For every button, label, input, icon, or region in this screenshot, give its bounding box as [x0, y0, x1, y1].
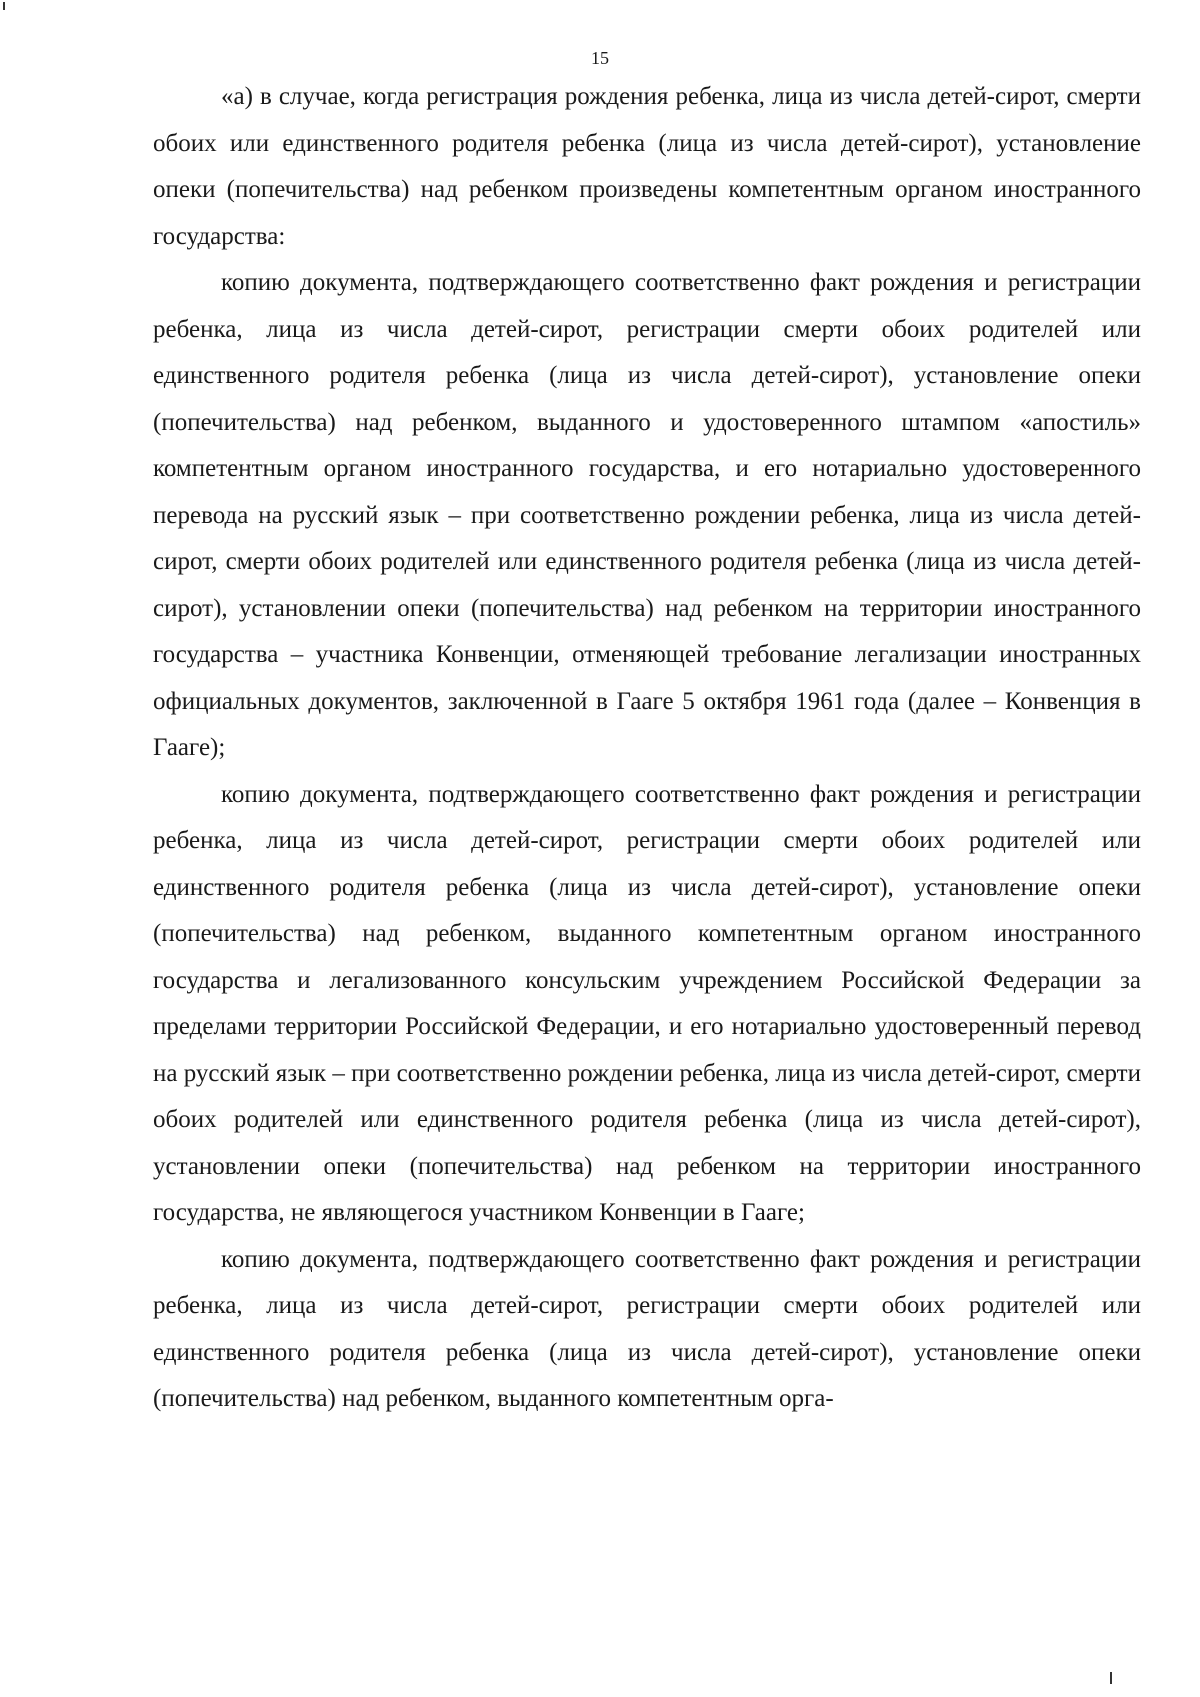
scan-mark: [1110, 1672, 1112, 1684]
page-number: 15: [591, 48, 609, 68]
paragraph: копию документа, подтверждающего соответственно факт рождения и регистрации ребенка, лица из числа детей-сирот, регистрации смерти обоих родителей или единственного родителя ребенка (лица из числа детей-сирот), установление опеки (попечительства) над ребенком, выданного и удостоверенного штампом «апостиль» компетентным органом иностранного государства, и его нотариально удостоверенного перевода на русский язык – при соответственно рождении ребенка, лица из числа детей-сирот, смерти обоих родителей или единственного родителя ребенка (лица из числа детей-сирот), установлении опеки (попечительства) над ребенком на территории иностранного государства – участника Конвенции, отменяющей требование легализации иностранных официальных документов, заключенной в Гааге 5 октября 1961 года (далее – Конвенция в Гааге);: [153, 269, 1141, 761]
paragraph: копию документа, подтверждающего соответственно факт рождения и регистрации ребенка, лица из числа детей-сирот, регистрации смерти обоих родителей или единственного родителя ребенка (лица из числа детей-сирот), установление опеки (попечительства) над ребенком, выданного компетентным орга-: [153, 1245, 1141, 1412]
paragraph: «а) в случае, когда регистрация рождения ребенка, лица из числа детей-сирот, смерти обоих или единственного родителя ребенка (лица из числа детей-сирот), установление опеки (попечительства) над ребенком произведены компетентным органом иностранного государства:: [153, 83, 1141, 250]
scan-mark: [3, 2, 5, 10]
document-body: [153, 74, 1141, 1423]
paragraph: копию документа, подтверждающего соответственно факт рождения и регистрации ребенка, лица из числа детей-сирот, регистрации смерти обоих родителей или единственного родителя ребенка (лица из числа детей-сирот), установление опеки (попечительства) над ребенком, выданного компетентным органом иностранного государства и легализованного консульским учреждением Российской Федерации за пределами территории Российской Федерации, и его нотариально удостоверенный перевод на русский язык – при соответственно рождении ребенка, лица из числа детей-сирот, смерти обоих родителей или единственного родителя ребенка (лица из числа детей-сирот), установлении опеки (попечительства) над ребенком на территории иностранного государства, не являющегося участником Конвенции в Гааге;: [153, 780, 1141, 1226]
